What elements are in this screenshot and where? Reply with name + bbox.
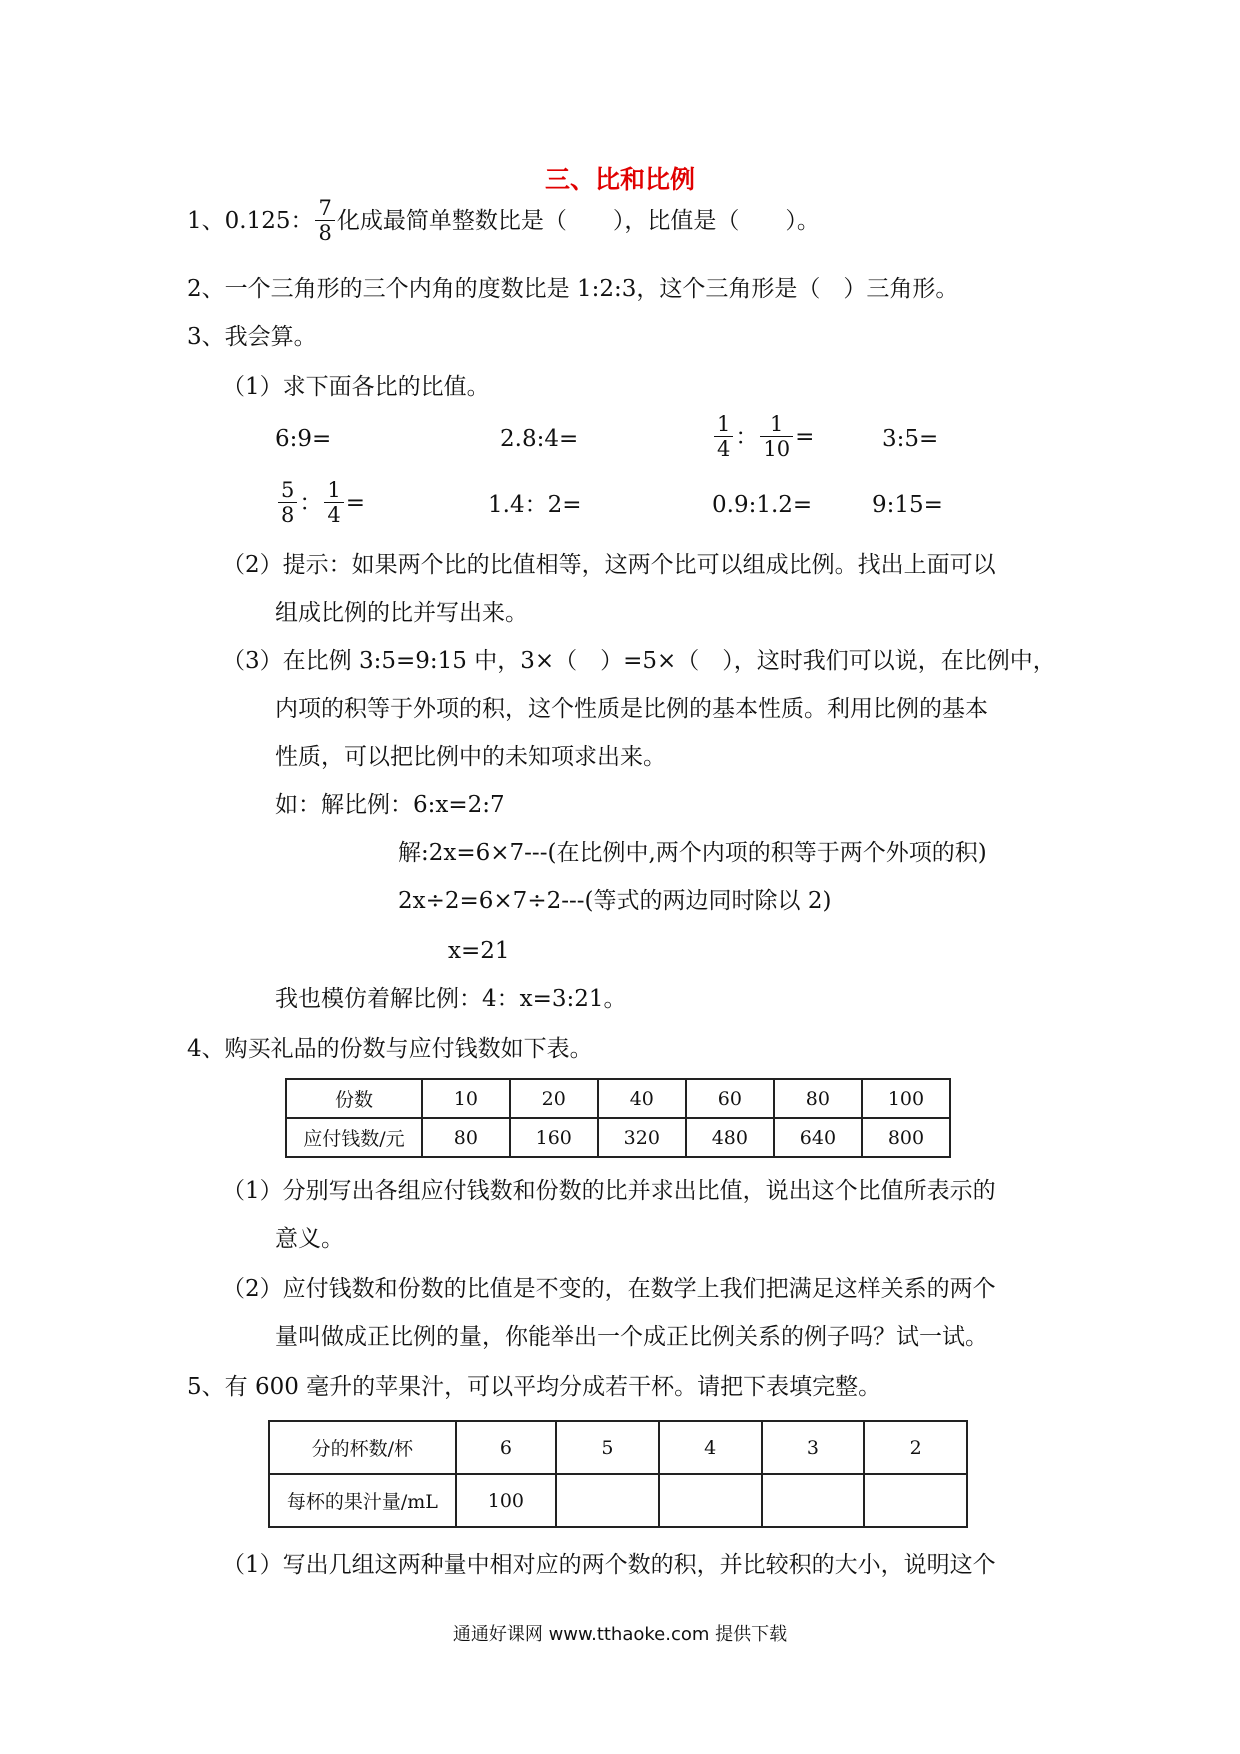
part-3-line-1: （3）在比例 3:5=9:15 中，3×（ ）=5×（ ），这时我们可以说，在比例中， bbox=[222, 648, 1056, 674]
frac-c-num: 5 bbox=[278, 478, 297, 503]
part-3-line-2: 内项的积等于外项的积，这个性质是比例的基本性质。利用比例的基本 bbox=[275, 696, 988, 722]
example-step-1: 解:2x=6×7---(在比例中,两个内项的积等于两个外项的积) bbox=[398, 840, 987, 866]
table-cell: 3 bbox=[762, 1421, 865, 1474]
table-cell: 分的杯数/杯 bbox=[269, 1421, 456, 1474]
q1-suffix: 化成最简单整数比是（ ），比值是（ ）。 bbox=[336, 207, 820, 234]
q4-part-1-line-2: 意义。 bbox=[275, 1226, 344, 1252]
table-row bbox=[286, 1079, 950, 1118]
table-cell: 20 bbox=[510, 1079, 598, 1118]
question-2: 2、一个三角形的三个内角的度数比是 1:2:3，这个三角形是（ ）三角形。 bbox=[187, 276, 959, 302]
table-cell: 320 bbox=[598, 1118, 686, 1157]
footer-credit: 通通好课网 www.tthaoke.com 提供下载 bbox=[452, 1624, 788, 1645]
q1-frac-num: 7 bbox=[315, 196, 334, 221]
part-3-line-3: 性质，可以把比例中的未知项求出来。 bbox=[275, 744, 666, 770]
q1-prefix: 1、0.125： bbox=[187, 207, 314, 234]
frac-c bbox=[278, 478, 297, 527]
table-cell-empty[interactable] bbox=[762, 1474, 865, 1527]
table-cell: 80 bbox=[774, 1079, 862, 1118]
table-cell-empty[interactable] bbox=[864, 1474, 967, 1527]
question-5-heading: 5、有 600 毫升的苹果汁，可以平均分成若干杯。请把下表填完整。 bbox=[187, 1374, 882, 1400]
q1-frac-den: 8 bbox=[318, 221, 332, 245]
table-cell: 160 bbox=[510, 1118, 598, 1157]
table-cell: 40 bbox=[598, 1079, 686, 1118]
question-3-heading: 3、我会算。 bbox=[187, 324, 317, 350]
table-cell: 10 bbox=[422, 1079, 510, 1118]
ratio-sep: ： bbox=[735, 423, 759, 450]
example-step-3: x=21 bbox=[448, 938, 510, 964]
table-row bbox=[269, 1421, 967, 1474]
q4-part-1-line-1: （1）分别写出各组应付钱数和份数的比并求出比值，说出这个比值所表示的 bbox=[222, 1178, 996, 1204]
example-step-2: 2x÷2=6×7÷2---(等式的两边同时除以 2) bbox=[398, 888, 832, 914]
calc-9-15: 9:15= bbox=[872, 492, 943, 518]
table-cell-empty[interactable] bbox=[556, 1474, 659, 1527]
calc-fraction-2 bbox=[276, 478, 365, 527]
frac-d-num: 1 bbox=[324, 478, 343, 503]
example-title: 如：解比例：6:x=2:7 bbox=[275, 792, 505, 818]
calc-6-9: 6:9= bbox=[275, 426, 332, 452]
table-row bbox=[269, 1474, 967, 1527]
frac-d bbox=[324, 478, 343, 527]
frac-b-num: 1 bbox=[760, 412, 793, 437]
calc-1-4-2: 1.4：2= bbox=[488, 492, 582, 518]
table-row bbox=[286, 1118, 950, 1157]
table-cell: 6 bbox=[456, 1421, 556, 1474]
table-cell: 480 bbox=[686, 1118, 774, 1157]
table-cell: 60 bbox=[686, 1079, 774, 1118]
calc-2-8-4: 2.8:4= bbox=[500, 426, 579, 452]
table-cell: 2 bbox=[864, 1421, 967, 1474]
try-exercise: 我也模仿着解比例：4：x=3:21。 bbox=[275, 986, 627, 1012]
equals-sign: = bbox=[795, 423, 815, 450]
table-cell-empty[interactable] bbox=[659, 1474, 762, 1527]
ratio-sep: ： bbox=[299, 489, 323, 516]
q1-fraction bbox=[315, 196, 334, 245]
frac-b-den: 10 bbox=[763, 437, 791, 461]
frac-c-den: 8 bbox=[281, 503, 295, 527]
equals-sign: = bbox=[345, 489, 366, 516]
question-3-part-1: （1）求下面各比的比值。 bbox=[222, 374, 490, 400]
calc-3-5: 3:5= bbox=[882, 426, 939, 452]
frac-d-den: 4 bbox=[327, 503, 341, 527]
juice-cup-table bbox=[268, 1420, 968, 1528]
q4-part-2-line-1: （2）应付钱数和份数的比值是不变的，在数学上我们把满足这样关系的两个 bbox=[222, 1276, 996, 1302]
table-cell: 份数 bbox=[286, 1079, 422, 1118]
calc-fraction-1 bbox=[712, 412, 814, 461]
table-cell: 800 bbox=[862, 1118, 950, 1157]
part-2-line-1: （2）提示：如果两个比的比值相等，这两个比可以组成比例。找出上面可以 bbox=[222, 552, 996, 578]
frac-a bbox=[714, 412, 733, 461]
q5-part-1-line-1: （1）写出几组这两种量中相对应的两个数的积，并比较积的大小，说明这个 bbox=[222, 1552, 996, 1578]
table-cell: 应付钱数/元 bbox=[286, 1118, 422, 1157]
table-cell: 5 bbox=[556, 1421, 659, 1474]
table-cell: 640 bbox=[774, 1118, 862, 1157]
frac-a-num: 1 bbox=[714, 412, 733, 437]
table-cell: 每杯的果汁量/mL bbox=[269, 1474, 456, 1527]
frac-b bbox=[760, 412, 793, 461]
question-1 bbox=[187, 196, 820, 245]
table-cell: 100 bbox=[456, 1474, 556, 1527]
frac-a-den: 4 bbox=[717, 437, 731, 461]
table-cell: 4 bbox=[659, 1421, 762, 1474]
q4-part-2-line-2: 量叫做成正比例的量，你能举出一个成正比例关系的例子吗？试一试。 bbox=[275, 1324, 988, 1350]
calc-0-9-1-2: 0.9:1.2= bbox=[712, 492, 813, 518]
page-title: 三、比和比例 bbox=[544, 165, 695, 194]
gift-price-table bbox=[285, 1078, 951, 1158]
question-4-heading: 4、购买礼品的份数与应付钱数如下表。 bbox=[187, 1036, 593, 1062]
table-cell: 100 bbox=[862, 1079, 950, 1118]
table-cell: 80 bbox=[422, 1118, 510, 1157]
part-2-line-2: 组成比例的比并写出来。 bbox=[275, 600, 528, 626]
